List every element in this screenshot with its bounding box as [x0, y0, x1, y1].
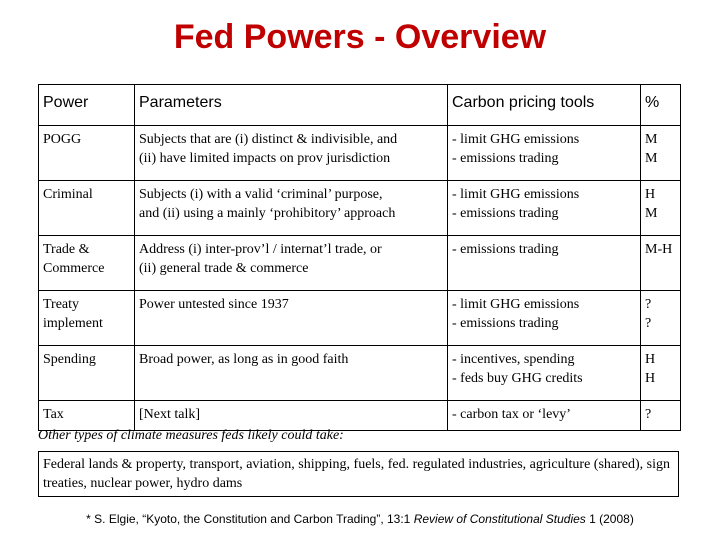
tools-cell [448, 236, 641, 291]
cell-line: Trade & [43, 242, 90, 257]
percent-cell [641, 346, 681, 401]
parameters-cell [135, 236, 448, 291]
percent-cell [641, 236, 681, 291]
tools-cell [448, 291, 641, 346]
cell-line: - limit GHG emissions [452, 187, 580, 202]
cell-line: and (ii) using a mainly ‘prohibitory’ approach [139, 206, 396, 221]
other-measures-heading: Other types of climate measures feds likely could take: [38, 428, 344, 443]
power-cell [39, 236, 135, 291]
percent-cell [641, 401, 681, 431]
cell-line: - limit GHG emissions [452, 132, 580, 147]
cell-line: Commerce [43, 261, 105, 276]
footnote [0, 512, 720, 526]
cell-line: H [645, 187, 656, 202]
power-cell [39, 291, 135, 346]
tools-cell [448, 346, 641, 401]
table-body [39, 126, 681, 431]
cell-line: H [645, 352, 656, 367]
cell-line: - limit GHG emissions [452, 297, 580, 312]
cell-line: Address (i) inter-prov’l / internat’l trade, or [139, 242, 382, 257]
cell-line: Treaty [43, 297, 80, 312]
cell-line: - emissions trading [452, 151, 559, 166]
cell-line: M [645, 151, 658, 166]
cell-line: ? [645, 316, 652, 331]
slide-title: Fed Powers - Overview [173, 18, 547, 56]
cell-line: - emissions trading [452, 206, 559, 221]
power-cell [39, 181, 135, 236]
table-row [39, 346, 681, 401]
percent-cell [641, 126, 681, 181]
header-power: Power [39, 85, 135, 126]
footnote-prefix: * S. Elgie, “Kyoto, the Constitution and Carbon Trading”, 13:1 [86, 512, 414, 526]
footnote-journal: Review of Constitutional Studies [413, 512, 586, 526]
tools-cell [448, 181, 641, 236]
cell-line: - carbon tax or ‘levy’ [452, 407, 571, 422]
table-header-row [39, 85, 681, 126]
table-row [39, 401, 681, 431]
cell-line: implement [43, 316, 103, 331]
cell-line: POGG [43, 132, 82, 147]
header-percent: % [641, 85, 681, 126]
cell-line: - feds buy GHG credits [452, 371, 583, 386]
cell-line: Spending [43, 352, 96, 367]
cell-line: - emissions trading [452, 242, 559, 257]
cell-line: - incentives, spending [452, 352, 575, 367]
header-carbon-pricing-tools: Carbon pricing tools [448, 85, 641, 126]
cell-line: [Next talk] [139, 407, 201, 422]
table-row [39, 181, 681, 236]
cell-line: Tax [43, 407, 64, 422]
cell-line: H [645, 371, 656, 386]
parameters-cell [135, 346, 448, 401]
percent-cell [641, 291, 681, 346]
cell-line: - emissions trading [452, 316, 559, 331]
cell-line: Subjects (i) with a valid ‘criminal’ purpose, [139, 187, 383, 202]
cell-line: ? [645, 407, 652, 422]
cell-line: Criminal [43, 187, 93, 202]
table-row [39, 126, 681, 181]
table-row [39, 236, 681, 291]
cell-line: ? [645, 297, 652, 312]
cell-line: M [645, 132, 658, 147]
power-cell [39, 346, 135, 401]
tools-cell [448, 126, 641, 181]
cell-line: (ii) have limited impacts on prov jurisdiction [139, 151, 391, 166]
parameters-cell [135, 181, 448, 236]
footnote-suffix: 1 (2008) [585, 512, 634, 526]
cell-line: Power untested since 1937 [139, 297, 289, 312]
cell-line: M-H [645, 242, 673, 257]
parameters-cell [135, 291, 448, 346]
parameters-cell [135, 126, 448, 181]
cell-line: Broad power, as long as in good faith [139, 352, 349, 367]
table-row [39, 291, 681, 346]
other-measures-box: Federal lands & property, transport, aviation, shipping, fuels, fed. regulated industries, agriculture (shared), sign treaties, nuclear power, hydro dams [38, 451, 679, 497]
parameters-cell [135, 401, 448, 431]
power-cell [39, 401, 135, 431]
cell-line: Subjects that are (i) distinct & indivisible, and [139, 132, 398, 147]
fed-powers-table [38, 84, 681, 431]
tools-cell [448, 401, 641, 431]
power-cell [39, 126, 135, 181]
header-parameters: Parameters [135, 85, 448, 126]
percent-cell [641, 181, 681, 236]
cell-line: (ii) general trade & commerce [139, 261, 309, 276]
cell-line: M [645, 206, 658, 221]
